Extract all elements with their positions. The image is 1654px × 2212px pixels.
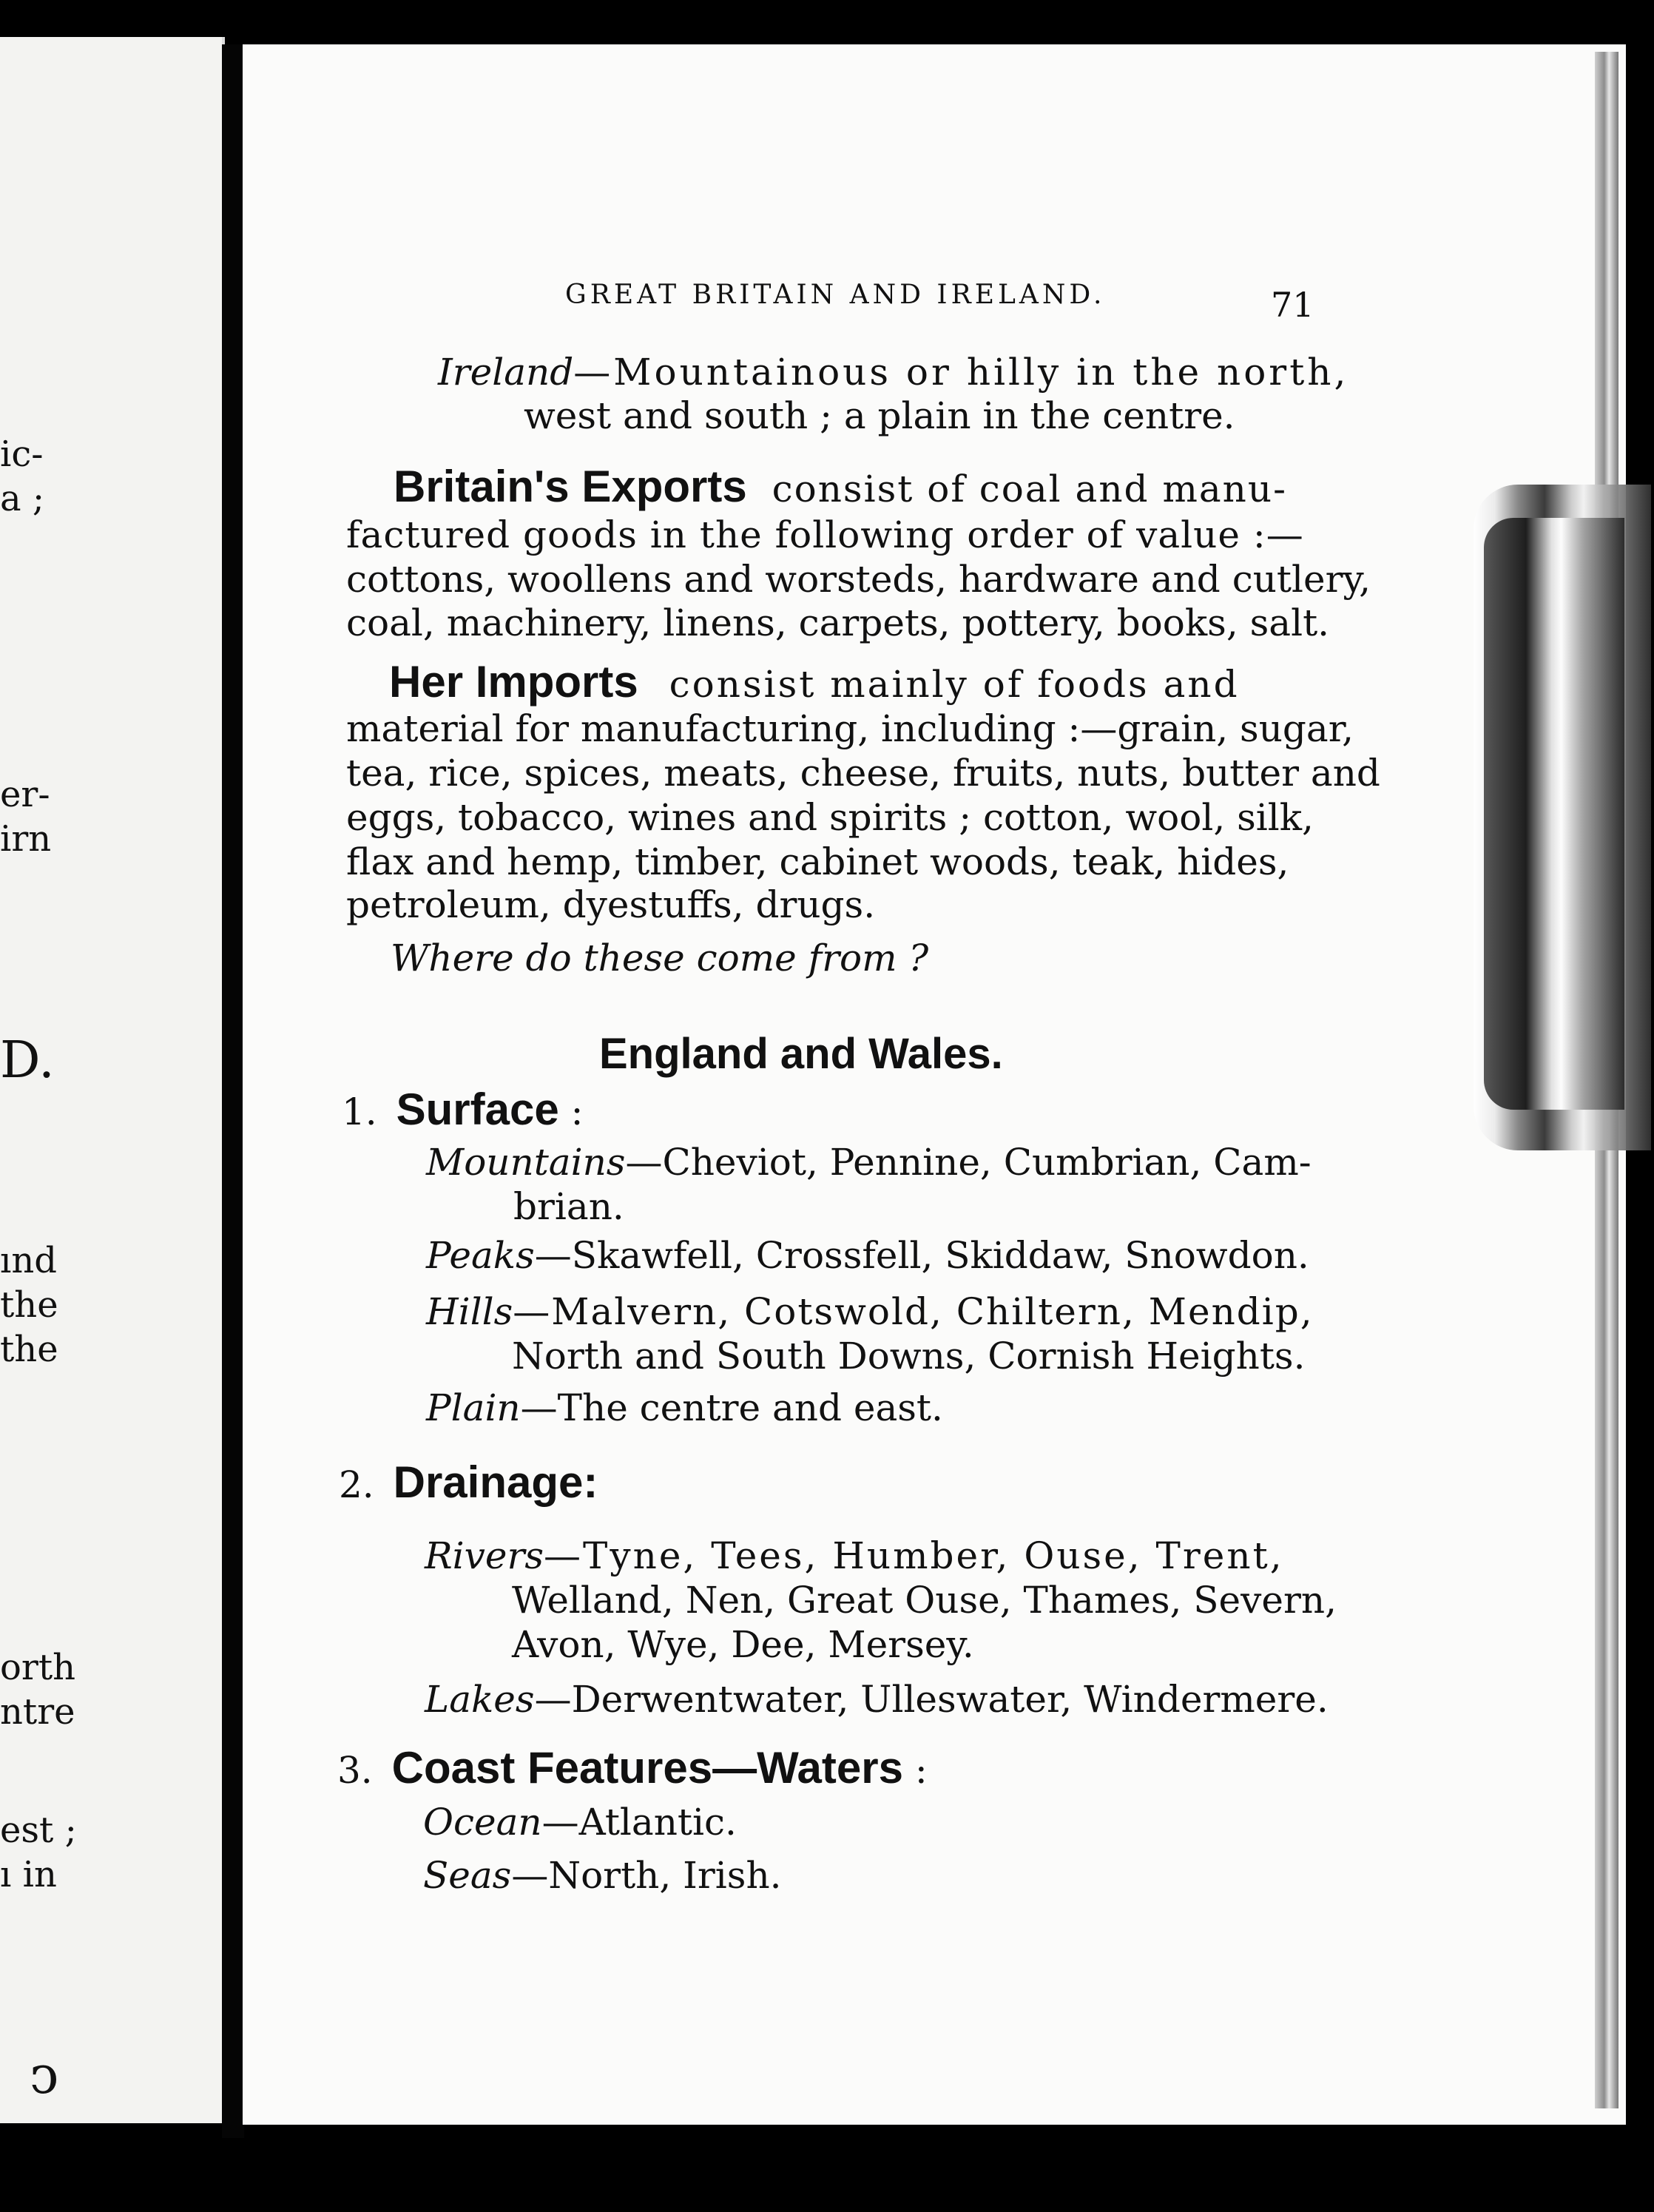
- left-fragment: ic-: [0, 434, 44, 475]
- left-fragment: est ;: [0, 1810, 77, 1851]
- exports-line-4: coal, machinery, linens, carpets, pottery, books, salt.: [346, 601, 1330, 644]
- hills-cont: North and South Downs, Cornish Heights.: [512, 1335, 1306, 1378]
- left-fragment: ı in: [0, 1854, 57, 1895]
- left-fragment: irn: [0, 818, 52, 860]
- drainage-heading-line: [339, 1457, 598, 1507]
- mountains-line: [426, 1141, 1312, 1184]
- lakes-text: —Derwentwater, Ulleswater, Windermere.: [534, 1678, 1329, 1721]
- left-fragment: er-: [0, 774, 50, 815]
- left-fragment: orth: [0, 1647, 76, 1688]
- exports-line-1: [394, 462, 1287, 511]
- lakes-line: [425, 1678, 1329, 1721]
- coast-heading: Coast Features—Waters: [391, 1743, 903, 1793]
- imports-line-2: material for manufacturing, including :—grain, sugar,: [346, 707, 1354, 750]
- peaks-label: Peaks: [426, 1234, 535, 1277]
- book-page: [243, 44, 1626, 2125]
- left-fragment: ntre: [0, 1691, 75, 1733]
- ireland-label: Ireland: [438, 351, 574, 394]
- lakes-label: Lakes: [425, 1678, 535, 1721]
- drainage-number: 2.: [339, 1463, 374, 1506]
- book-gutter: [222, 44, 244, 2138]
- book-clip: [1484, 518, 1624, 1110]
- plain-text: —The centre and east.: [520, 1386, 943, 1429]
- seas-line: [423, 1854, 782, 1897]
- imports-question: Where do these come from ?: [391, 937, 929, 979]
- plain-label: Plain: [426, 1386, 521, 1429]
- peaks-text: —Skawfell, Crossfell, Skiddaw, Snowdon.: [534, 1234, 1309, 1277]
- imports-text: consist mainly of foods and: [669, 663, 1240, 706]
- exports-heading: Britain's Exports: [394, 462, 747, 511]
- ocean-label: Ocean: [423, 1801, 542, 1844]
- left-fragment: the: [0, 1284, 58, 1326]
- running-head: GREAT BRITAIN AND IRELAND.: [565, 280, 1106, 310]
- surface-number: 1.: [342, 1090, 377, 1133]
- rivers-label: Rivers: [425, 1534, 544, 1577]
- ireland-text: —Mountainous or hilly in the north,: [573, 351, 1349, 394]
- rivers-line: [425, 1534, 1284, 1577]
- exports-line-2: factured goods in the following order of value :—: [346, 513, 1304, 556]
- left-fragment: ↄ: [30, 2045, 59, 2105]
- imports-line-4: eggs, tobacco, wines and spirits ; cotton, wool, silk,: [346, 796, 1314, 839]
- hills-line: [426, 1290, 1314, 1333]
- section-title: England and Wales.: [599, 1030, 1003, 1078]
- imports-line-5: flax and hemp, timber, cabinet woods, teak, hides,: [346, 840, 1289, 883]
- coast-heading-line: [337, 1743, 928, 1793]
- left-fragment: D.: [0, 1031, 55, 1090]
- ocean-text: —Atlantic.: [541, 1801, 737, 1844]
- ireland-line-2: west and south ; a plain in the centre.: [524, 394, 1235, 437]
- ireland-line-1: [438, 351, 1349, 394]
- drainage-colon: :: [583, 1457, 598, 1507]
- exports-text: consist of coal and manu-: [772, 468, 1287, 510]
- surface-colon: :: [570, 1090, 584, 1133]
- ocean-line: [423, 1801, 737, 1844]
- left-fragment: the: [0, 1329, 58, 1370]
- peaks-line: [426, 1234, 1309, 1277]
- imports-line-3: tea, rice, spices, meats, cheese, fruits, nuts, butter and: [346, 752, 1380, 795]
- rivers-cont-1: Welland, Nen, Great Ouse, Thames, Severn,: [512, 1579, 1337, 1622]
- seas-text: —North, Irish.: [511, 1854, 782, 1897]
- hills-label: Hills: [426, 1290, 513, 1333]
- hills-text: —Malvern, Cotswold, Chiltern, Mendip,: [513, 1290, 1314, 1333]
- left-fragment: a ;: [0, 478, 45, 519]
- mountains-text: —Cheviot, Pennine, Cumbrian, Cam-: [625, 1141, 1312, 1184]
- imports-heading: Her Imports: [389, 657, 638, 707]
- drainage-heading: Drainage: [393, 1457, 584, 1507]
- exports-line-3: cottons, woollens and worsteds, hardware and cutlery,: [346, 558, 1371, 601]
- surface-heading: Surface: [396, 1085, 559, 1134]
- page-number: 71: [1271, 285, 1314, 325]
- mountains-label: Mountains: [426, 1141, 626, 1184]
- coast-colon: :: [914, 1749, 928, 1792]
- coast-number: 3.: [337, 1749, 373, 1792]
- rivers-text: —Tyne, Tees, Humber, Ouse, Trent,: [544, 1534, 1284, 1577]
- imports-line-1: [389, 657, 1240, 707]
- surface-heading-line: [342, 1085, 584, 1134]
- mountains-cont: brian.: [513, 1185, 624, 1228]
- left-fragment: ınd: [0, 1240, 57, 1281]
- seas-label: Seas: [423, 1854, 512, 1897]
- imports-line-6: petroleum, dyestuffs, drugs.: [346, 883, 876, 926]
- left-page-fragment: [0, 37, 225, 2123]
- rivers-cont-2: Avon, Wye, Dee, Mersey.: [512, 1623, 974, 1666]
- plain-line: [426, 1386, 943, 1429]
